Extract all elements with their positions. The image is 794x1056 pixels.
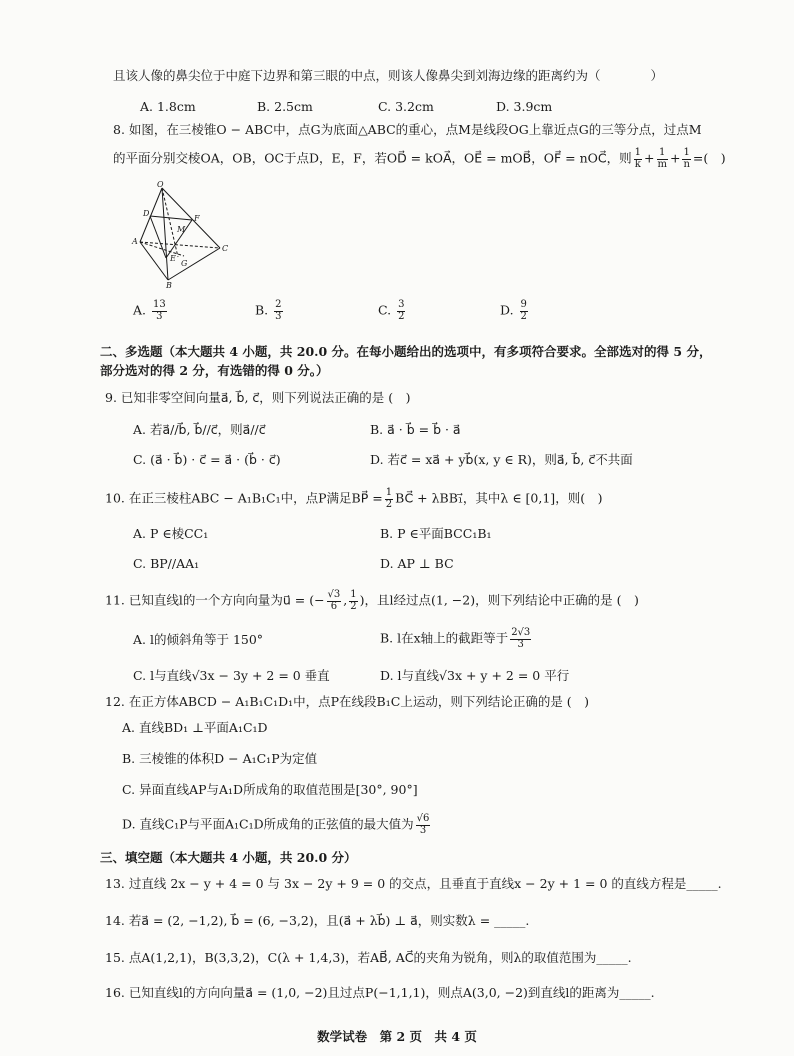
q13: 13. 过直线 2x − y + 4 = 0 与 3x − 2y + 9 = 0 的交点，且垂直于直线x − 2y + 1 = 0 的直线方程是_____. (105, 876, 722, 891)
q9-option-b: B. a⃗ · b⃗ = b⃗ · a⃗ (370, 422, 461, 437)
q10-option-d: D. AP ⊥ BC (380, 556, 454, 571)
label-o: O (157, 180, 164, 189)
q11-stem: 11. 已知直线l的一个方向向量为u⃗ = (− $\frac{√3}{6}$ , $\frac{1}{2}$ )，且l经过点(1, −2)，则下列结论中正确的是 ( ) (105, 589, 639, 612)
q11-option-a: A. l的倾斜角等于 150° (133, 632, 264, 647)
q7-continuation: 且该人像的鼻尖位于中庭下边界和第三眼的中点，则该人像鼻尖到刘海边缘的距离约为（ ） (113, 68, 664, 83)
q15: 15. 点A(1,2,1)，B(3,3,2)，C(λ + 1,4,3)，若AB⃗, AC⃗的夹角为锐角，则λ的取值范围为_____. (105, 950, 632, 965)
q9-option-a: A. 若a⃗//b⃗, b⃗//c⃗，则a⃗//c⃗ (133, 422, 266, 437)
q10-option-a: A. P ∈棱CC₁ (133, 526, 209, 541)
q9-stem: 9. 已知非零空间向量a⃗, b⃗, c⃗，则下列说法正确的是 ( ) (105, 390, 411, 405)
q8-option-b: B. $\frac{2}{3}$ (255, 299, 282, 322)
q10-option-c: C. BP//AA₁ (133, 556, 200, 571)
q8-frac-m: $\frac{1}{m}$ (657, 147, 667, 170)
q12-stem: 12. 在正方体ABCD − A₁B₁C₁D₁中，点P在线段B₁C上运动，则下列结论正确的是 ( ) (105, 694, 590, 709)
label-a: A (132, 237, 138, 246)
plus-sign: + (644, 150, 655, 166)
label-f: F (194, 214, 200, 223)
q7-option-d: D. 3.9cm (496, 99, 553, 114)
plus-sign: + (669, 150, 681, 166)
label-g: G (181, 259, 188, 268)
label-e: E (170, 254, 176, 263)
label-d: D (143, 209, 150, 218)
q16: 16. 已知直线l的方向向量a⃗ = (1,0, −2)且过点P(−1,1,1)，则点A(3,0, −2)到直线l的距离为_____. (105, 985, 655, 1000)
q14: 14. 若a⃗ = (2, −1,2), b⃗ = (6, −3,2)，且(a⃗ + λb⃗) ⊥ a⃗，则实数λ = _____. (105, 913, 530, 928)
q10-option-b: B. P ∈平面BCC₁B₁ (380, 526, 492, 541)
q11-option-d: D. l与直线√3x + y + 2 = 0 平行 (380, 668, 570, 683)
section-2-heading-line1: 二、多选题（本大题共 4 小题，共 20.0 分。在每小题给出的选项中，有多项符合要求。全部选对的得 5 分， (100, 344, 712, 359)
page-footer: 数学试卷 第 2 页 共 4 页 (317, 1029, 477, 1044)
q7-option-a: A. 1.8cm (140, 99, 196, 114)
q8-stem-line1: 8. 如图，在三棱锥O − ABC中，点G为底面△ABC的重心，点M是线段OG上靠近点G的三等分点，过点M (113, 122, 702, 137)
q7-option-c: C. 3.2cm (378, 99, 434, 114)
label-b: B (166, 281, 172, 290)
label-c: C (222, 244, 229, 253)
q8-option-c: C. $\frac{3}{2}$ (378, 299, 405, 322)
label-m: M (177, 225, 186, 234)
section-3-heading: 三、填空题（本大题共 4 小题，共 20.0 分） (100, 850, 357, 865)
q10-frac-half: $\frac{1}{2}$ (385, 487, 393, 510)
q12-option-b: B. 三棱锥的体积D − A₁C₁P为定值 (122, 751, 318, 766)
q12-option-a: A. 直线BD₁ ⊥平面A₁C₁D (122, 720, 268, 735)
q12-option-d: D. 直线C₁P与平面A₁C₁D所成角的正弦值的最大值为 $\frac{√6}{3}$ (122, 813, 430, 836)
q9-option-d: D. 若c⃗ = xa⃗ + yb⃗(x, y ∈ R)，则a⃗, b⃗, c⃗不共面 (370, 452, 633, 467)
q11-option-b: B. l在x轴上的截距等于 $\frac{2√3}{3}$ (380, 627, 531, 650)
q10-stem: 10. 在正三棱柱ABC − A₁B₁C₁中，点P满足BP⃗ = $\frac{1}{2}$ BC⃗ + λBB₁⃗，其中λ ∈ [0,1]，则( ) (105, 487, 603, 510)
q9-option-c: C. (a⃗ · b⃗) · c⃗ = a⃗ · (b⃗ · c⃗) (133, 452, 281, 467)
q8-option-d: D. $\frac{9}{2}$ (500, 299, 527, 322)
q8-option-a: A. $\frac{13}{3}$ (133, 299, 166, 322)
q8-stem-end: =( ) (692, 150, 726, 166)
q8-frac-n: $\frac{1}{n}$ (683, 147, 690, 170)
q8-stem-text: 的平面分别交棱OA，OB，OC于点D，E，F，若OD⃗ = kOA⃗，OE⃗ = mOB⃗，OF⃗ = nOC⃗，则 (113, 150, 632, 166)
tetrahedron-figure (130, 180, 230, 290)
q11-option-c: C. l与直线√3x − 3y + 2 = 0 垂直 (133, 668, 330, 683)
q7-option-b: B. 2.5cm (257, 99, 313, 114)
q12-option-c: C. 异面直线AP与A₁D所成角的取值范围是[30°, 90°] (122, 782, 418, 797)
q8-stem-line2 (113, 148, 726, 170)
q8-frac-k: $\frac{1}{k}$ (634, 147, 642, 170)
section-2-heading-line2: 部分选对的得 2 分，有选错的得 0 分。） (100, 363, 329, 378)
